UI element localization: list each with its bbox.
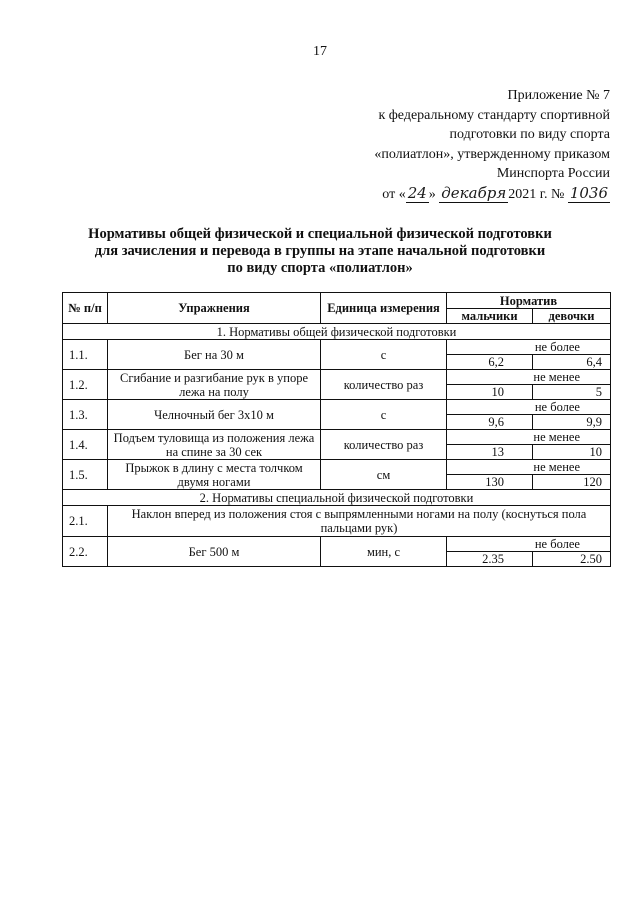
- value-girls: 10: [533, 445, 611, 460]
- appendix-header: [330, 86, 610, 204]
- document-title: [0, 226, 640, 277]
- title-line: для зачисления и перевода в группы на этапе начальной подготовки: [94, 243, 546, 259]
- appendix-line: подготовки по виду спорта: [449, 127, 610, 142]
- value-girls: 5: [533, 385, 611, 400]
- row-exercise: Сгибание и разгибание рук в упоре лежа на полу: [108, 370, 321, 400]
- handwritten-month: декабря: [441, 183, 507, 202]
- row-number: 1.1.: [63, 340, 108, 370]
- value-boys: 13: [447, 445, 533, 460]
- value-boys: 10: [447, 385, 533, 400]
- row-unit: мин, с: [321, 537, 447, 567]
- row-number: 2.2.: [63, 537, 108, 567]
- table-row: [63, 506, 611, 537]
- row-exercise: Наклон вперед из положения стоя с выпрямленными ногами на полу (коснуться пола пальцами рук): [108, 506, 611, 537]
- header-num: № п/п: [63, 293, 108, 324]
- date-prefix: от «: [382, 186, 406, 202]
- table-row: [63, 340, 611, 355]
- title-line: Нормативы общей физической и специальной физической подготовки: [88, 226, 552, 242]
- table-row: [63, 370, 611, 385]
- row-exercise: Прыжок в длину с места толчком двумя ногами: [108, 460, 321, 490]
- row-exercise: Бег 500 м: [108, 537, 321, 567]
- section-title: 1. Нормативы общей физической подготовки: [63, 324, 611, 340]
- appendix-line: к федеральному стандарту спортивной: [378, 107, 610, 123]
- row-exercise: Подъем туловища из положения лежа на спине за 30 сек: [108, 430, 321, 460]
- row-condition: не менее: [447, 430, 611, 445]
- row-exercise: Челночный бег 3х10 м: [108, 400, 321, 430]
- value-girls: 120: [533, 475, 611, 490]
- row-condition: не более: [447, 340, 611, 355]
- row-number: 2.1.: [63, 506, 108, 537]
- row-unit: см: [321, 460, 447, 490]
- row-number: 1.3.: [63, 400, 108, 430]
- row-unit: с: [321, 340, 447, 370]
- row-condition: не менее: [447, 370, 611, 385]
- header-norm: Норматив: [447, 293, 611, 309]
- row-condition: не менее: [447, 460, 611, 475]
- date-year: 2021 г. №: [508, 186, 565, 202]
- value-girls: 2.50: [533, 552, 611, 567]
- appendix-line: Минспорта России: [496, 166, 610, 181]
- row-unit: с: [321, 400, 447, 430]
- header-girls: девочки: [533, 309, 611, 324]
- standards-table: [62, 292, 611, 567]
- header-boys: мальчики: [447, 309, 533, 324]
- value-boys: 130: [447, 475, 533, 490]
- date-mid: »: [428, 186, 436, 202]
- table-row: [63, 430, 611, 445]
- row-unit: количество раз: [321, 430, 447, 460]
- value-girls: 9,9: [533, 415, 611, 430]
- header-exercise: Упражнения: [108, 293, 321, 324]
- row-condition: не более: [447, 400, 611, 415]
- row-condition: не более: [447, 537, 611, 552]
- table-row: [63, 537, 611, 552]
- appendix-line: Приложение № 7: [507, 88, 610, 103]
- page-number: 17: [313, 44, 327, 59]
- section-title: 2. Нормативы специальной физической подготовки: [63, 490, 611, 506]
- value-girls: 6,4: [533, 355, 611, 370]
- row-number: 1.2.: [63, 370, 108, 400]
- value-boys: 2.35: [447, 552, 533, 567]
- handwritten-order-number: 1036: [569, 183, 608, 202]
- header-unit: Единица измерения: [321, 293, 447, 324]
- appendix-line: «полиатлон», утвержденному приказом: [374, 146, 610, 162]
- row-exercise: Бег на 30 м: [108, 340, 321, 370]
- section-row: [63, 324, 611, 340]
- value-boys: 9,6: [447, 415, 533, 430]
- order-date-line: [330, 184, 610, 205]
- row-number: 1.5.: [63, 460, 108, 490]
- header-row: [63, 293, 611, 309]
- table-row: [63, 460, 611, 475]
- section-row: [63, 490, 611, 506]
- title-line: по виду спорта «полиатлон»: [227, 260, 413, 276]
- value-boys: 6,2: [447, 355, 533, 370]
- table-row: [63, 400, 611, 415]
- row-number: 1.4.: [63, 430, 108, 460]
- handwritten-day: 24: [407, 183, 427, 202]
- row-unit: количество раз: [321, 370, 447, 400]
